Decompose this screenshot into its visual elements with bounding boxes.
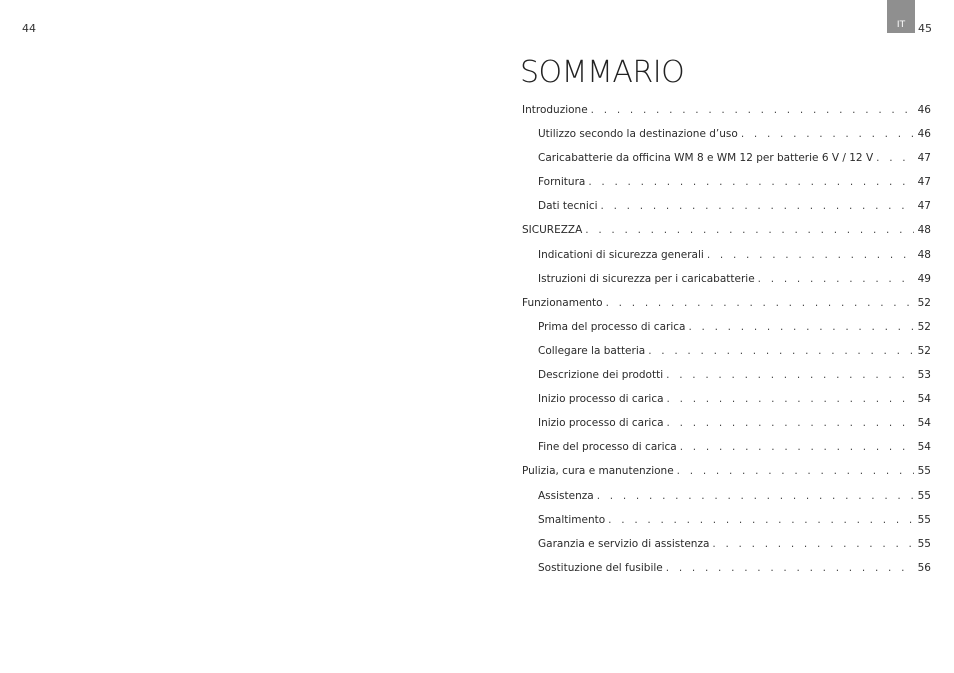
toc-entry[interactable]: [522, 387, 931, 411]
toc-entry[interactable]: [522, 508, 931, 532]
toc-dot-leader: [585, 218, 914, 242]
toc-dot-leader: [667, 387, 914, 411]
toc-entry[interactable]: [522, 194, 931, 218]
toc-entry-label: Garanzia e servizio di assistenza: [538, 537, 710, 550]
toc-entry-page: 53: [917, 369, 931, 382]
toc-entry-label: Prima del processo di carica: [538, 320, 686, 333]
toc-entry-label: Fornitura: [538, 176, 586, 189]
toc-entry-page: 55: [917, 489, 931, 502]
left-page-number: 44: [22, 22, 36, 35]
toc-dot-leader: [608, 508, 914, 532]
toc-entry-label: Inizio processo di carica: [538, 393, 664, 406]
toc-dot-leader: [588, 170, 914, 194]
toc-entry[interactable]: [522, 291, 931, 315]
toc-dot-leader: [666, 363, 914, 387]
toc-entry-label: Descrizione dei prodotti: [538, 369, 664, 382]
toc-entry-label: Utilizzo secondo la destinazione d’uso: [538, 128, 738, 141]
toc-entry-page: 48: [917, 224, 931, 237]
toc-entry[interactable]: [522, 267, 931, 291]
table-of-contents: [522, 98, 931, 580]
toc-entry[interactable]: [522, 339, 931, 363]
toc-entry-page: 47: [917, 200, 931, 213]
toc-entry-page: 47: [917, 176, 931, 189]
toc-dot-leader: [667, 411, 914, 435]
toc-entry-page: 55: [917, 465, 931, 478]
toc-dot-leader: [680, 435, 914, 459]
toc-dot-leader: [597, 484, 914, 508]
toc-dot-leader: [741, 122, 914, 146]
toc-entry-page: 49: [917, 272, 931, 285]
toc-dot-leader: [666, 556, 914, 580]
toc-dot-leader: [758, 267, 914, 291]
toc-entry-page: 52: [917, 344, 931, 357]
toc-entry-label: Funzionamento: [522, 296, 603, 309]
toc-dot-leader: [606, 291, 914, 315]
toc-entry[interactable]: [522, 411, 931, 435]
toc-entry[interactable]: [522, 459, 931, 483]
toc-entry-label: SICUREZZA: [522, 224, 583, 237]
toc-entry-label: Introduzione: [522, 104, 588, 116]
toc-dot-leader: [677, 459, 914, 483]
toc-entry-page: 47: [917, 152, 931, 165]
right-page-number: 45: [918, 22, 932, 35]
toc-entry-page: 46: [917, 128, 931, 141]
toc-entry[interactable]: [522, 122, 931, 146]
toc-entry-page: 54: [917, 393, 931, 406]
toc-entry[interactable]: [522, 484, 931, 508]
toc-dot-leader: [707, 243, 914, 267]
toc-entry-page: 54: [917, 441, 931, 454]
toc-dot-leader: [601, 194, 914, 218]
toc-entry-label: Caricabatterie da officina WM 8 e WM 12 per batterie 6 V / 12 V: [538, 152, 874, 165]
toc-dot-leader: [876, 146, 914, 170]
toc-entry-page: 48: [917, 248, 931, 261]
toc-dot-leader: [591, 98, 914, 122]
toc-entry-label: Assistenza: [538, 489, 594, 502]
toc-entry-label: Sostituzione del fusibile: [538, 561, 663, 574]
toc-entry[interactable]: [522, 315, 931, 339]
toc-entry[interactable]: [522, 218, 931, 242]
toc-entry-label: Pulizia, cura e manutenzione: [522, 465, 674, 478]
toc-entry[interactable]: [522, 532, 931, 556]
toc-entry-label: Collegare la batteria: [538, 344, 646, 357]
toc-entry-page: 46: [917, 104, 931, 116]
toc-entry[interactable]: [522, 170, 931, 194]
toc-entry-page: 52: [917, 320, 931, 333]
toc-entry-label: Inizio processo di carica: [538, 417, 664, 430]
toc-entry-label: Fine del processo di carica: [538, 441, 677, 454]
toc-entry-page: 54: [917, 417, 931, 430]
toc-dot-leader: [648, 339, 914, 363]
toc-entry-label: Istruzioni di sicurezza per i caricabatterie: [538, 272, 755, 285]
toc-dot-leader: [688, 315, 914, 339]
page-title: SOMMARIO: [520, 55, 685, 90]
toc-entry-page: 56: [917, 561, 931, 574]
toc-entry-label: Dati tecnici: [538, 200, 598, 213]
toc-entry[interactable]: [522, 363, 931, 387]
toc-entry-page: 52: [917, 296, 931, 309]
toc-entry[interactable]: [522, 146, 931, 170]
toc-entry-label: Smaltimento: [538, 513, 606, 526]
toc-entry-label: Indicationi di sicurezza generali: [538, 248, 704, 261]
toc-entry[interactable]: [522, 98, 931, 122]
toc-dot-leader: [712, 532, 914, 556]
toc-entry-page: 55: [917, 537, 931, 550]
toc-entry[interactable]: [522, 556, 931, 580]
toc-entry-page: 55: [917, 513, 931, 526]
toc-entry[interactable]: [522, 243, 931, 267]
language-tab: IT: [887, 0, 915, 33]
toc-entry[interactable]: [522, 435, 931, 459]
